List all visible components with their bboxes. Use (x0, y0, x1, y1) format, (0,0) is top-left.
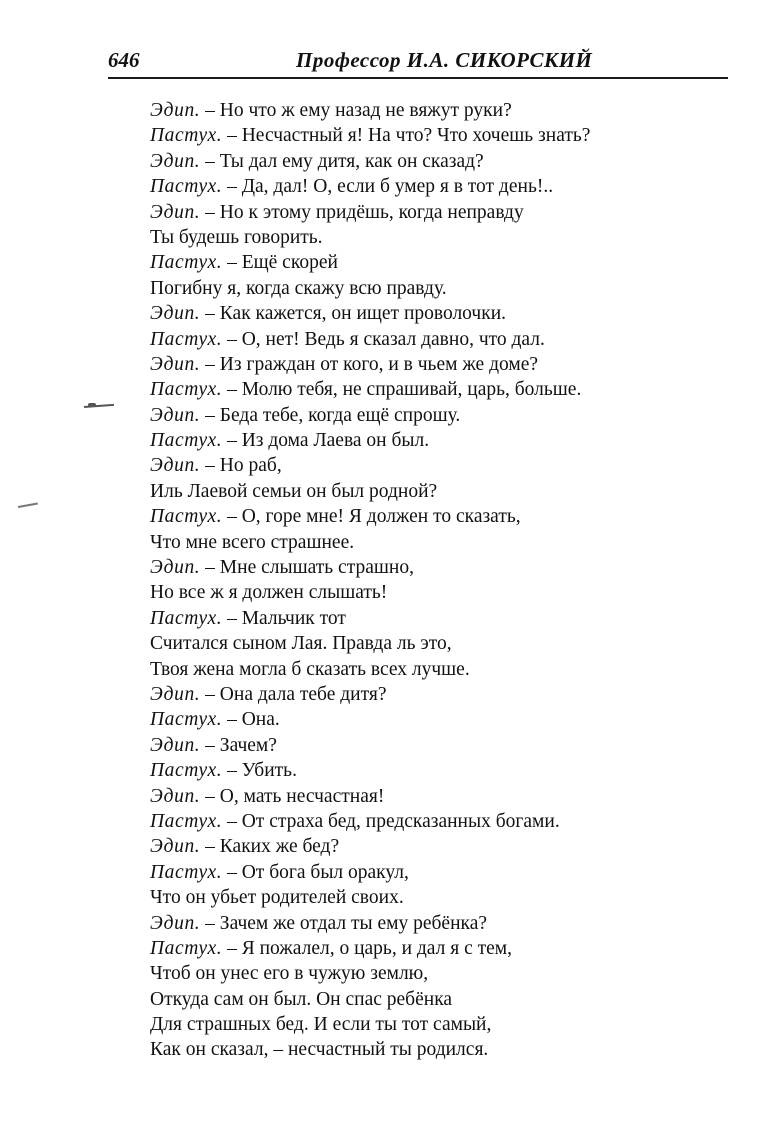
line-text: Погибну я, когда скажу всю правду. (150, 277, 447, 299)
running-head: Профессор И.А. СИКОРСКИЙ (296, 48, 593, 72)
speaker-name: Эдип. (150, 785, 201, 807)
line-text: – Мальчик тот (222, 607, 346, 629)
speaker-name: Эдип. (150, 404, 201, 426)
text-line (150, 428, 710, 453)
line-text: – Мне слышать страшно, (200, 557, 414, 579)
text-line (150, 276, 710, 301)
line-text: – Она. (222, 709, 280, 731)
speaker-name: Пастух. (150, 430, 223, 452)
line-text: – Как кажется, он ищет проволочки. (200, 303, 507, 325)
text-line (150, 453, 710, 478)
line-text: Что он убьет родителей своих. (150, 887, 404, 909)
text-line (150, 834, 710, 859)
line-text: – Да, дал! О, если б умер я в тот день!.. (222, 176, 554, 198)
line-text: Чтоб он унес его в чужую землю, (150, 963, 429, 985)
page-number: 646 (108, 48, 140, 72)
speaker-name: Эдип. (150, 150, 201, 172)
speaker-name: Пастух. (150, 607, 223, 629)
line-text: – Она дала тебе дитя? (200, 683, 387, 705)
text-line (150, 860, 710, 885)
line-text: – О, горе мне! Я должен то сказать, (222, 506, 521, 528)
line-text: – Но что ж ему назад не вяжут руки? (200, 100, 512, 121)
text-line (150, 352, 710, 377)
text-line (150, 504, 710, 529)
text-line (150, 555, 710, 580)
text-line (150, 403, 710, 428)
line-text: Что мне всего страшнее. (150, 531, 355, 553)
speaker-name: Пастух. (150, 328, 223, 350)
line-text: Но все ж я должен слышать! (150, 582, 388, 604)
line-text: Как он сказал, – несчастный ты родился. (150, 1039, 489, 1061)
line-text: – Убить. (222, 760, 297, 782)
speaker-name: Пастух. (150, 709, 223, 731)
speaker-name: Пастух. (150, 861, 223, 883)
text-line (150, 174, 710, 199)
dialogue-text (150, 98, 710, 1063)
text-line (150, 758, 710, 783)
speaker-name: Эдип. (150, 201, 201, 223)
text-line (150, 123, 710, 148)
speaker-name: Эдип. (150, 455, 201, 477)
text-line (150, 631, 710, 656)
text-line (150, 885, 710, 910)
speaker-name: Эдип. (150, 303, 201, 325)
line-text: – Молю тебя, не спрашивай, царь, больше. (222, 379, 582, 401)
speaker-name: Пастух. (150, 760, 223, 782)
line-text: – От страха бед, предсказанных богами. (222, 810, 560, 832)
text-line (150, 200, 710, 225)
speaker-name: Пастух. (150, 176, 223, 198)
line-text: – Из дома Лаева он был. (222, 430, 430, 452)
line-text: – Из граждан от кого, и в чьем же доме? (200, 353, 539, 375)
text-line (150, 580, 710, 605)
speaker-name: Эдип. (150, 912, 201, 934)
speaker-name: Эдип. (150, 836, 201, 858)
text-line (150, 327, 710, 352)
text-line (150, 682, 710, 707)
text-line (150, 809, 710, 834)
header-rule (108, 77, 728, 79)
speaker-name: Пастух. (150, 379, 223, 401)
line-text: – Несчастный я! На что? Что хочешь знать? (222, 125, 591, 147)
text-line (150, 784, 710, 809)
text-line (150, 1037, 710, 1062)
text-line (150, 911, 710, 936)
line-text: – От бога был оракул, (222, 861, 409, 883)
text-line (150, 377, 710, 402)
speaker-name: Эдип. (150, 100, 201, 121)
line-text: – Я пожалел, о царь, и дал я с тем, (222, 937, 513, 959)
speaker-name: Пастух. (150, 937, 223, 959)
margin-pencil-mark (18, 503, 38, 508)
line-text: Откуда сам он был. Он спас ребёнка (150, 988, 453, 1010)
text-line (150, 707, 710, 732)
text-line (150, 606, 710, 631)
text-line (150, 479, 710, 504)
speaker-name: Пастух. (150, 125, 223, 147)
line-text: – Но раб, (200, 455, 282, 477)
text-line (150, 250, 710, 275)
text-line (150, 657, 710, 682)
text-line (150, 936, 710, 961)
line-text: Иль Лаевой семьи он был родной? (150, 480, 438, 502)
line-text: – Ты дал ему дитя, как он сказад? (200, 150, 484, 172)
text-line (150, 987, 710, 1012)
text-line (150, 733, 710, 758)
speaker-name: Эдип. (150, 353, 201, 375)
text-line (150, 961, 710, 986)
text-line (150, 225, 710, 250)
text-line (150, 98, 710, 123)
line-text: Считался сыном Лая. Правда ль это, (150, 633, 452, 655)
page-header (108, 40, 728, 80)
line-text: – Но к этому придёшь, когда неправду (200, 201, 524, 223)
line-text: Ты будешь говорить. (150, 226, 323, 248)
speaker-name: Эдип. (150, 557, 201, 579)
line-text: – Ещё скорей (222, 252, 338, 274)
text-line (150, 301, 710, 326)
speaker-name: Эдип. (150, 734, 201, 756)
text-line (150, 530, 710, 555)
line-text: – О, мать несчастная! (200, 785, 385, 807)
speaker-name: Пастух. (150, 810, 223, 832)
speaker-name: Пастух. (150, 252, 223, 274)
text-line (150, 1012, 710, 1037)
line-text: – О, нет! Ведь я сказал давно, что дал. (222, 328, 545, 350)
text-line (150, 149, 710, 174)
line-text: Для страшных бед. И если ты тот самый, (150, 1014, 492, 1036)
speaker-name: Эдип. (150, 683, 201, 705)
line-text: – Зачем же отдал ты ему ребёнка? (200, 912, 487, 934)
speaker-name: Пастух. (150, 506, 223, 528)
line-text: Твоя жена могла б сказать всех лучше. (150, 658, 470, 680)
line-text: – Беда тебе, когда ещё спрошу. (200, 404, 461, 426)
line-text: – Каких же бед? (200, 836, 340, 858)
line-text: – Зачем? (200, 734, 277, 756)
